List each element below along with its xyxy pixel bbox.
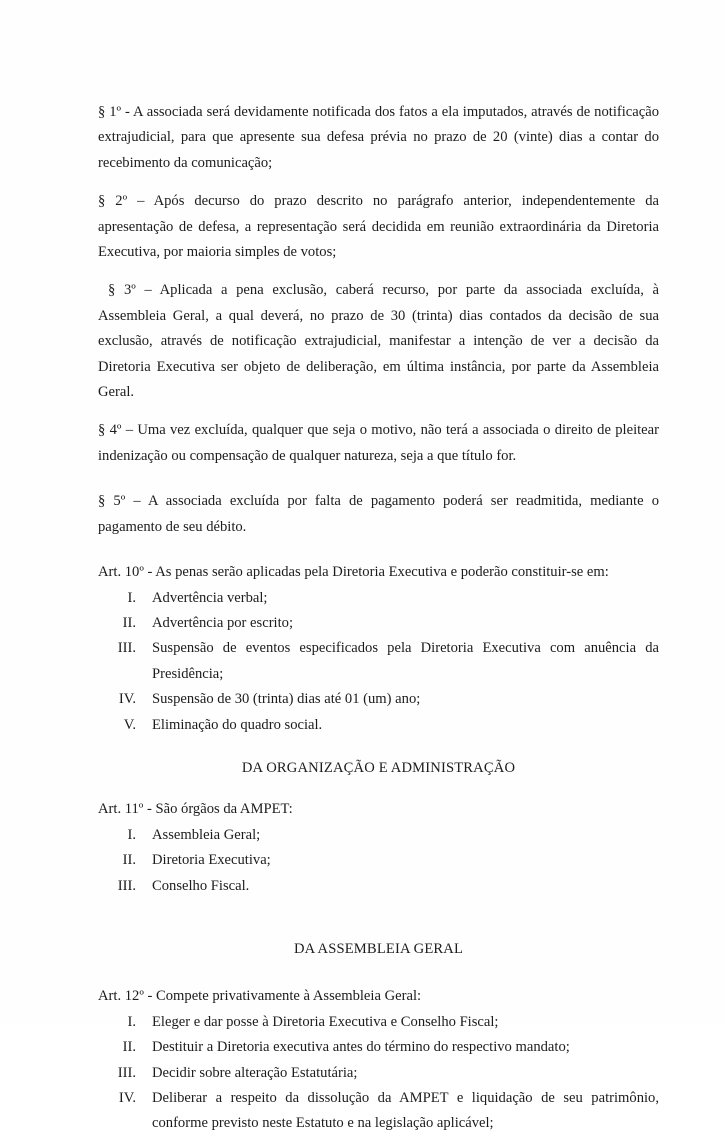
- list-item-text: Deliberar a respeito da dissolução da AMPET e liquidação de seu patrimônio, conforme previsto neste Estatuto e na legislação aplicável;: [152, 1090, 659, 1132]
- article-11-lead: Art. 11º - São órgãos da AMPET:: [98, 801, 293, 818]
- article-11-list: [98, 823, 659, 899]
- list-item-numeral: I.: [127, 589, 136, 606]
- list-item-numeral: II.: [122, 1039, 136, 1056]
- list-item-numeral: I.: [127, 1013, 136, 1030]
- paragraph-4: § 4º – Uma vez excluída, qualquer que seja o motivo, não terá a associada o direito de pleitear indenização ou compensação de qualquer natureza, seja a que título for.: [98, 422, 659, 464]
- list-item: [98, 687, 659, 712]
- list-item-numeral: II.: [122, 614, 136, 631]
- list-item-text: Suspensão de eventos especificados pela Diretoria Executiva com anuência da Presidência;: [152, 640, 659, 682]
- list-item-numeral: III.: [117, 877, 136, 894]
- paragraph-3: § 3º – Aplicada a pena exclusão, caberá recurso, por parte da associada excluída, à Assembleia Geral, a qual deverá, no prazo de 30 (trinta) dias contados da decisão de sua exclusão, através de notificação extrajudicial, manifestar a intenção de ver a decisão da Diretoria Executiva ser objeto de deliberação, em última instância, por parte da Assembleia Geral.: [98, 282, 659, 401]
- section-heading-organizacao-wrap: [98, 756, 659, 781]
- list-item-text: Assembleia Geral;: [152, 826, 261, 843]
- article-12-lead: Art. 12º - Compete privativamente à Assembleia Geral:: [98, 988, 422, 1005]
- list-item-text: Advertência verbal;: [152, 589, 268, 606]
- list-item-numeral: IV.: [118, 1090, 136, 1106]
- list-item: [98, 1086, 659, 1137]
- list-item-text: Conselho Fiscal.: [152, 877, 250, 894]
- list-item-text: Advertência por escrito;: [152, 614, 294, 631]
- list-item-numeral: I.: [127, 826, 136, 843]
- list-item-text: Diretoria Executiva;: [152, 852, 271, 869]
- article-12-list: [98, 1010, 659, 1137]
- list-item: [98, 586, 659, 611]
- list-item: [98, 713, 659, 738]
- list-item-numeral: III.: [117, 640, 136, 657]
- section-heading-assembleia-wrap: [98, 937, 659, 962]
- list-item: [98, 1010, 659, 1035]
- paragraph-5: § 5º – A associada excluída por falta de pagamento poderá ser readmitida, mediante o pagamento de seu débito.: [98, 493, 659, 535]
- section-heading-assembleia: DA ASSEMBLEIA GERAL: [293, 940, 464, 957]
- document-body: [98, 100, 659, 1137]
- list-item: [98, 874, 659, 899]
- list-item-text: Eliminação do quadro social.: [152, 716, 323, 733]
- list-item: [98, 611, 659, 636]
- list-item: [98, 1061, 659, 1086]
- list-item-numeral: V.: [123, 716, 136, 733]
- list-item-text: Suspensão de 30 (trinta) dias até 01 (um) ano;: [152, 691, 421, 708]
- list-item-numeral: III.: [117, 1064, 136, 1081]
- paragraph-1: § 1º - A associada será devidamente notificada dos fatos a ela imputados, através de notificação extrajudicial, para que apresente sua defesa prévia no prazo de 20 (vinte) dias a contar do recebimento da comunicação;: [98, 104, 659, 171]
- list-item: [98, 1035, 659, 1060]
- list-item: [98, 823, 659, 848]
- list-item-text: Destituir a Diretoria executiva antes do término do respectivo mandato;: [152, 1039, 570, 1056]
- list-item-numeral: II.: [122, 852, 136, 869]
- list-item: [98, 848, 659, 873]
- list-item-text: Decidir sobre alteração Estatutária;: [152, 1064, 358, 1081]
- section-heading-organizacao: DA ORGANIZAÇÃO E ADMINISTRAÇÃO: [241, 759, 516, 776]
- article-10-lead: Art. 10º - As penas serão aplicadas pela Diretoria Executiva e poderão constituir-se em:: [98, 564, 609, 581]
- list-item-text: Eleger e dar posse à Diretoria Executiva e Conselho Fiscal;: [152, 1013, 499, 1030]
- list-item: [98, 636, 659, 687]
- paragraph-2: § 2º – Após decurso do prazo descrito no parágrafo anterior, independentemente da apresentação de defesa, a representação será decidida em reunião extraordinária da Diretoria Executiva, por maioria simples de votos;: [98, 193, 659, 261]
- list-item-numeral: IV.: [118, 691, 136, 708]
- article-10-list: [98, 586, 659, 738]
